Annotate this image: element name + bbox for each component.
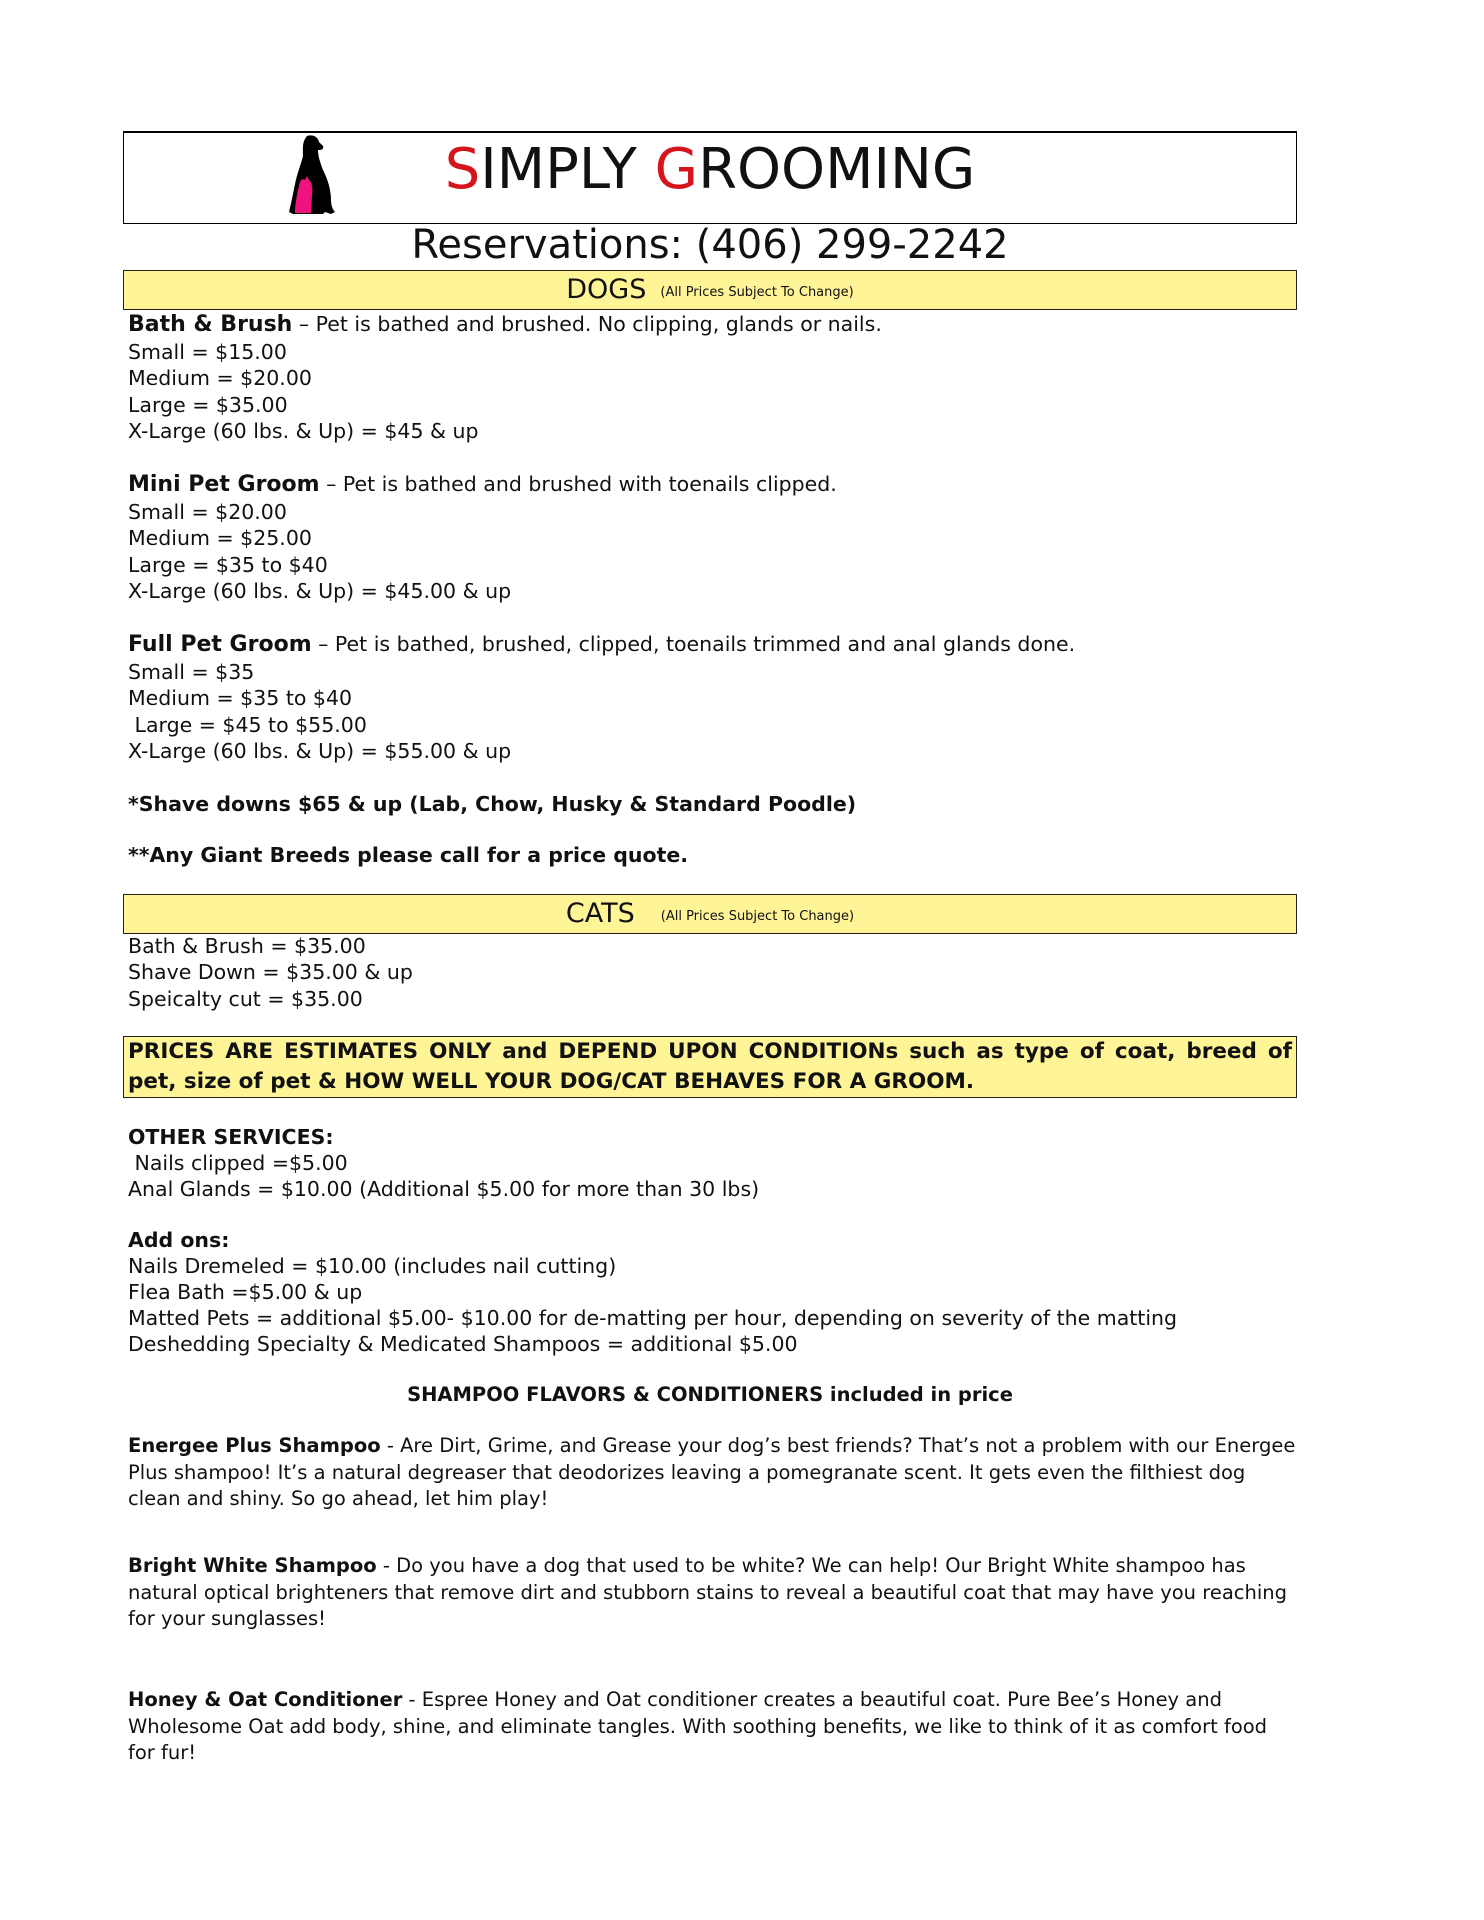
title-initial-s: S xyxy=(444,137,481,202)
price-line: Large = $35.00 xyxy=(128,393,288,417)
shampoo-name: Bright White Shampoo xyxy=(128,1554,377,1577)
service-mini-pet-groom xyxy=(128,471,837,498)
service-name: Mini Pet Groom xyxy=(128,472,320,497)
cats-price-note: (All Prices Subject To Change) xyxy=(660,909,855,924)
price-line: Small = $35 xyxy=(128,660,255,684)
price-line: Small = $20.00 xyxy=(128,500,287,524)
giant-breeds-note: **Any Giant Breeds please call for a price quote. xyxy=(128,843,689,867)
reservations-phone: Reservations: (406) 299-2242 xyxy=(411,222,1009,268)
cat-price-line: Shave Down = $35.00 & up xyxy=(128,960,413,984)
shampoo-bright-white xyxy=(128,1553,1298,1633)
shampoo-description: - Are Dirt, Grime, and Grease your dog’s best friends? That’s not a problem with our Energee Plus shampoo! It’s a natural degreaser that deodorizes leaving a pomegranate scent. It gets even the filthiest dog clean and shiny. So go ahead, let him play! xyxy=(128,1434,1296,1510)
dogs-section-header xyxy=(123,270,1297,310)
add-on-line: Matted Pets = additional $5.00- $10.00 for de-matting per hour, depending on severity of the matting xyxy=(128,1306,1178,1330)
shampoo-description: - Do you have a dog that used to be white? We can help! Our Bright White shampoo has natural optical brighteners that remove dirt and stubborn stains to reveal a beautiful coat that may have you reaching for your sunglasses! xyxy=(128,1554,1288,1630)
price-line: Medium = $35 to $40 xyxy=(128,686,353,710)
price-line: Large = $35 to $40 xyxy=(128,553,328,577)
other-service-line: Nails clipped =$5.00 xyxy=(128,1151,348,1175)
shampoo-description: - Espree Honey and Oat conditioner creates a beautiful coat. Pure Bee’s Honey and Wholesome Oat add body, shine, and eliminate tangles. With soothing benefits, we like to think of it as comfort food for fur! xyxy=(128,1688,1268,1764)
add-on-line: Nails Dremeled = $10.00 (includes nail cutting) xyxy=(128,1254,617,1278)
price-line: Medium = $25.00 xyxy=(128,526,312,550)
title-word-simply: IMPLY xyxy=(480,137,655,202)
price-line: Medium = $20.00 xyxy=(128,366,312,390)
shampoo-name: Energee Plus Shampoo xyxy=(128,1434,381,1457)
shampoo-name: Honey & Oat Conditioner xyxy=(128,1688,403,1711)
add-on-line: Deshedding Specialty & Medicated Shampoos = additional $5.00 xyxy=(128,1332,798,1356)
shampoo-heading: SHAMPOO FLAVORS & CONDITIONERS included in price xyxy=(407,1383,1013,1406)
price-line: Small = $15.00 xyxy=(128,340,287,364)
cats-heading: CATS xyxy=(565,898,635,929)
service-full-pet-groom xyxy=(128,631,1075,658)
title-word-grooming: ROOMING xyxy=(698,137,976,202)
estimate-notice: PRICES ARE ESTIMATES ONLY and DEPEND UPON CONDITIONs such as type of coat, breed of pet, size of pet & HOW WELL YOUR DOG/CAT BEHAVES FOR A GROOM. xyxy=(123,1036,1297,1098)
title-initial-g: G xyxy=(654,137,699,202)
dogs-heading: DOGS xyxy=(566,274,647,305)
service-description: – Pet is bathed and brushed. No clipping, glands or nails. xyxy=(292,312,882,336)
price-line: X-Large (60 lbs. & Up) = $45 & up xyxy=(128,419,479,443)
price-line: X-Large (60 lbs. & Up) = $55.00 & up xyxy=(128,739,512,763)
service-name: Full Pet Groom xyxy=(128,632,312,657)
other-services-heading: OTHER SERVICES: xyxy=(128,1125,334,1149)
price-line: Large = $45 to $55.00 xyxy=(128,713,367,737)
cat-price-line: Bath & Brush = $35.00 xyxy=(128,934,366,958)
dogs-price-note: (All Prices Subject To Change) xyxy=(660,285,854,300)
service-bath-brush xyxy=(128,311,882,338)
service-description: – Pet is bathed, brushed, clipped, toenails trimmed and anal glands done. xyxy=(311,632,1076,656)
shampoo-energee-plus xyxy=(128,1433,1298,1513)
price-line: X-Large (60 lbs. & Up) = $45.00 & up xyxy=(128,579,512,603)
cat-price-line: Speicalty cut = $35.00 xyxy=(128,987,363,1011)
business-name xyxy=(0,138,1420,202)
other-service-line: Anal Glands = $10.00 (Additional $5.00 for more than 30 lbs) xyxy=(128,1177,760,1201)
add-ons-heading: Add ons: xyxy=(128,1228,230,1252)
cats-section-header xyxy=(123,894,1297,934)
shave-downs-note: *Shave downs $65 & up (Lab, Chow, Husky & Standard Poodle) xyxy=(128,792,857,816)
service-description: – Pet is bathed and brushed with toenails clipped. xyxy=(319,472,837,496)
conditioner-honey-oat xyxy=(128,1687,1298,1767)
add-on-line: Flea Bath =$5.00 & up xyxy=(128,1280,363,1304)
service-name: Bath & Brush xyxy=(128,312,293,337)
